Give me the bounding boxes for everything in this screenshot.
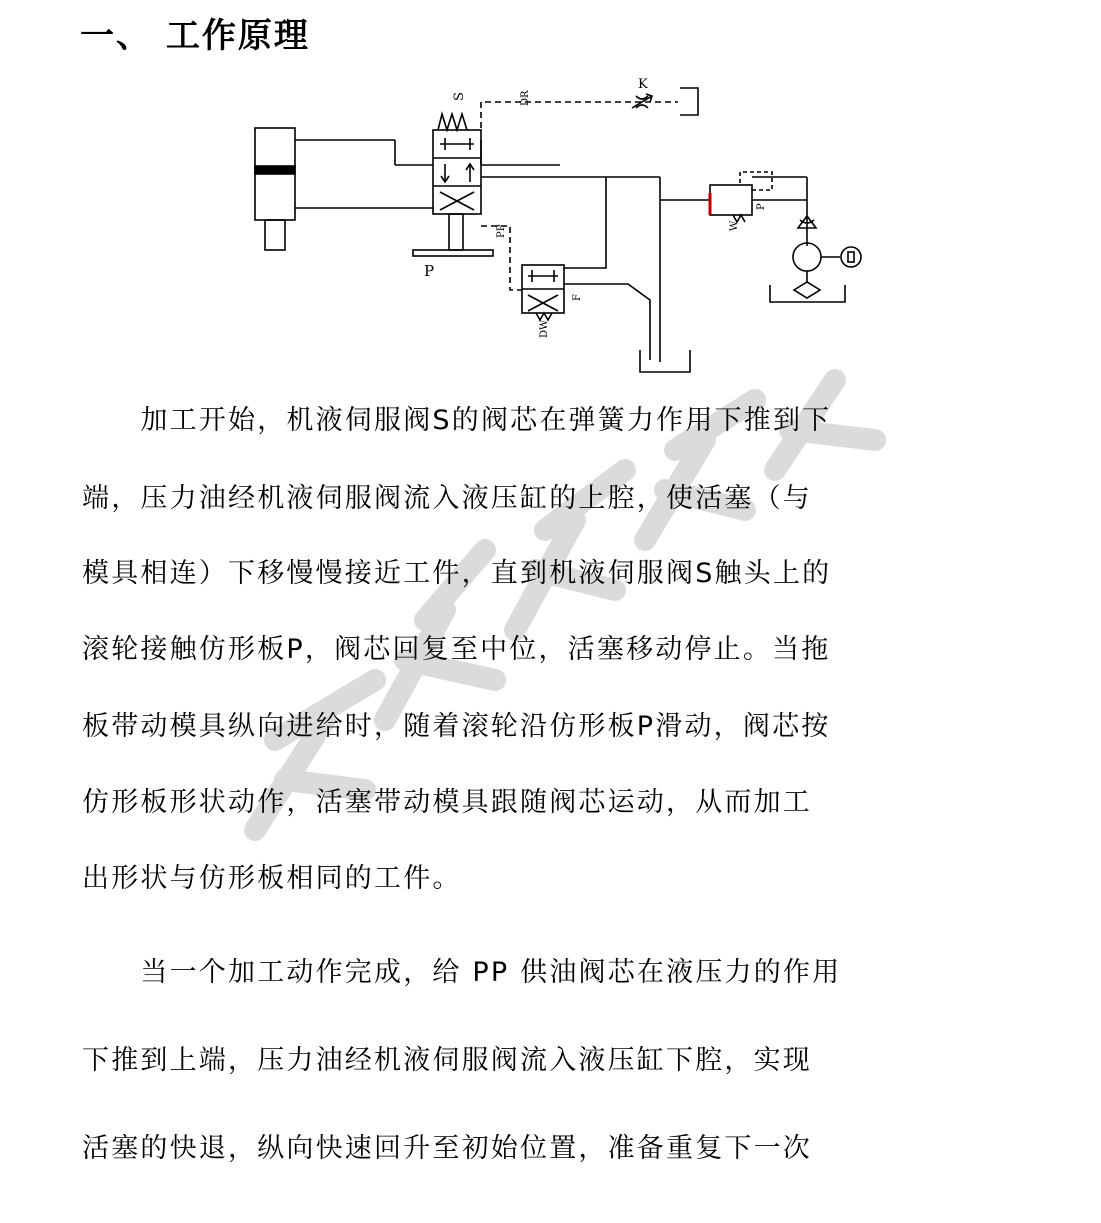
paragraph-1-line: 仿形板形状动作，活塞带动模具跟随阀芯运动，从而加工 — [82, 787, 812, 818]
paragraph-1-line: 出形状与仿形板相同的工件。 — [82, 863, 462, 894]
label-k: K — [638, 77, 648, 92]
pump — [793, 243, 821, 271]
paragraph-1-line: 模具相连）下移慢慢接近工件，直到机液伺服阀S触头上的 — [82, 558, 832, 589]
tank — [640, 350, 690, 372]
label-pp: PP — [496, 224, 507, 238]
label-f: F — [572, 294, 583, 301]
label-s: S — [452, 92, 467, 101]
paragraph-1-line: 加工开始，机液伺服阀S的阀芯在弹簧力作用下推到下 — [82, 405, 832, 436]
paragraph-2-line: 下推到上端，压力油经机液伺服阀流入液压缸下腔，实现 — [82, 1045, 812, 1076]
paragraph-1-line: 端，压力油经机液伺服阀流入液压缸的上腔，使活塞（与 — [82, 483, 812, 514]
paragraph-2-line: 活塞的快退，纵向快速回升至初始位置，准备重复下一次 — [82, 1133, 812, 1164]
label-w: W — [729, 220, 740, 231]
paragraph-1-line: 板带动模具纵向进给时，随着滚轮沿仿形板P滑动，阀芯按 — [82, 711, 831, 742]
copy-plate — [413, 250, 493, 256]
cylinder-rod — [265, 220, 285, 250]
paragraph-1-line: 滚轮接触仿形板P，阀芯回复至中位，活塞移动停止。当拖 — [82, 634, 831, 665]
label-p-plate: P — [424, 262, 435, 280]
section-heading: 一、 工作原理 — [80, 16, 310, 56]
relief-valve — [710, 185, 752, 215]
motor — [841, 247, 861, 267]
label-dw: DW — [539, 319, 550, 338]
hydraulic-diagram — [240, 70, 880, 380]
paragraph-2-line: 当一个加工动作完成，给 PP 供油阀芯在液压力的作用 — [82, 957, 842, 988]
cylinder-piston — [255, 166, 295, 174]
label-dr: DR — [520, 90, 531, 106]
label-p-valve: P — [756, 203, 767, 210]
spring-symbol — [438, 114, 467, 130]
